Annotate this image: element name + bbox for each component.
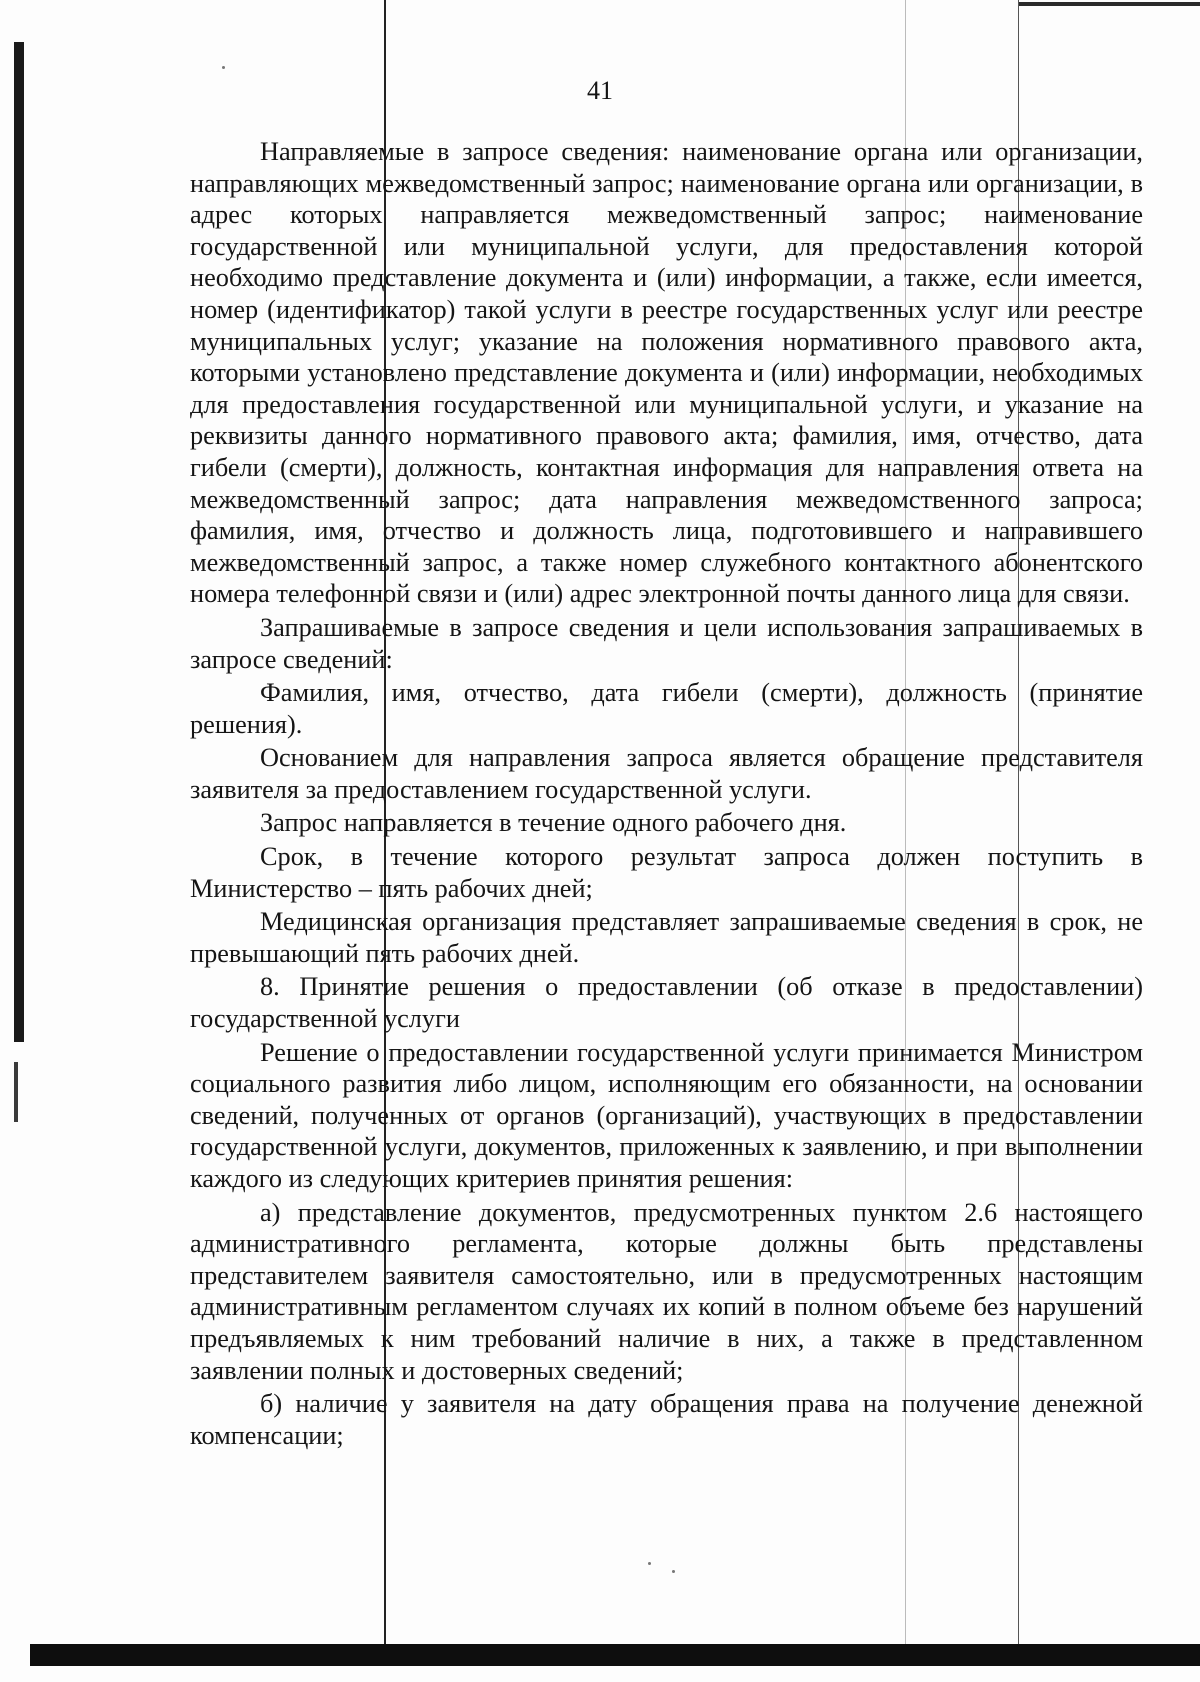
scan-edge-left [14, 42, 24, 1042]
list-item-a: а) представление документов, предусмотренных пунктом 2.6 настоящего административного регламента, которые должны быть представлены представителем заявителя самостоятельно, или в предусмотренных настоящим административным регламентом случаях их копий в полном объеме без нарушений предъявляемых к ним требований наличие в них, а также в представленном заявлении полных и достоверных сведений; [190, 1197, 1143, 1385]
paragraph-request-details: Направляемые в запросе сведения: наименование органа или организации, направляющих межведомственный запрос; наименование органа или организации, в адрес которых направляется межведомственный запрос; наименование государственной или муниципальной услуги, для предоставления которой необходимо представление документа и (или) информации, а также, если имеется, номер (идентификатор) такой услуги в реестре государственных услуг или реестре муниципальных услуг; указание на положения нормативного правового акта, которыми установлено представление документа и (или) информации, необходимых для предоставления государственной или муниципальной услуги, и указание на реквизиты данного нормативного правового акта; фамилия, имя, отчество, дата гибели (смерти), должность, контактная информация для направления ответа на межведомственный запрос; дата направления межведомственного запроса; фамилия, имя, отчество и должность лица, подготовившего и направившего межведомственный запрос, а также номер служебного контактного абонентского номера телефонной связи и (или) адрес электронной почты данного лица для связи. [190, 137, 1143, 609]
scan-edge-left-lower [14, 1062, 18, 1122]
scan-edge-bottom [30, 1644, 1200, 1666]
list-item-b: б) наличие у заявителя на дату обращения права на получение денежной компенсации; [190, 1389, 1143, 1450]
page-number: 41 [587, 76, 613, 105]
paragraph-requested-fields: Фамилия, имя, отчество, дата гибели (смерти), должность (принятие решения). [190, 678, 1143, 739]
scan-edge-top [1018, 2, 1200, 6]
paragraph-request-timing: Запрос направляется в течение одного рабочего дня. [260, 808, 847, 838]
scan-speck [672, 1570, 675, 1573]
paragraph-response-deadline: Срок, в течение которого результат запроса должен поступить в Министерство – пять рабочих дней; [190, 842, 1143, 903]
section-heading-decision: 8. Принятие решения о предоставлении (об отказе в предоставлении) государственной услуги [190, 972, 1143, 1034]
paragraph-decision: Решение о предоставлении государственной услуги принимается Министром социального развития либо лицом, исполняющим его обязанности, на основании сведений, полученных от органов (организаций), участвующих в предоставлении государственной услуги, документов, приложенных к заявлению, и при выполнении каждого из следующих критериев принятия решения: [190, 1037, 1143, 1193]
scan-speck [222, 66, 225, 69]
paragraph-request-basis: Основанием для направления запроса является обращение представителя заявителя за предоставлением государственной услуги. [190, 743, 1143, 804]
scan-speck [648, 1562, 651, 1565]
paragraph-requested-info: Запрашиваемые в запросе сведения и цели использования запрашиваемых в запросе сведений: [190, 612, 1143, 674]
document-body [190, 136, 1143, 1453]
paragraph-medical-org: Медицинская организация представляет запрашиваемые сведения в срок, не превышающий пять рабочих дней. [190, 907, 1143, 968]
